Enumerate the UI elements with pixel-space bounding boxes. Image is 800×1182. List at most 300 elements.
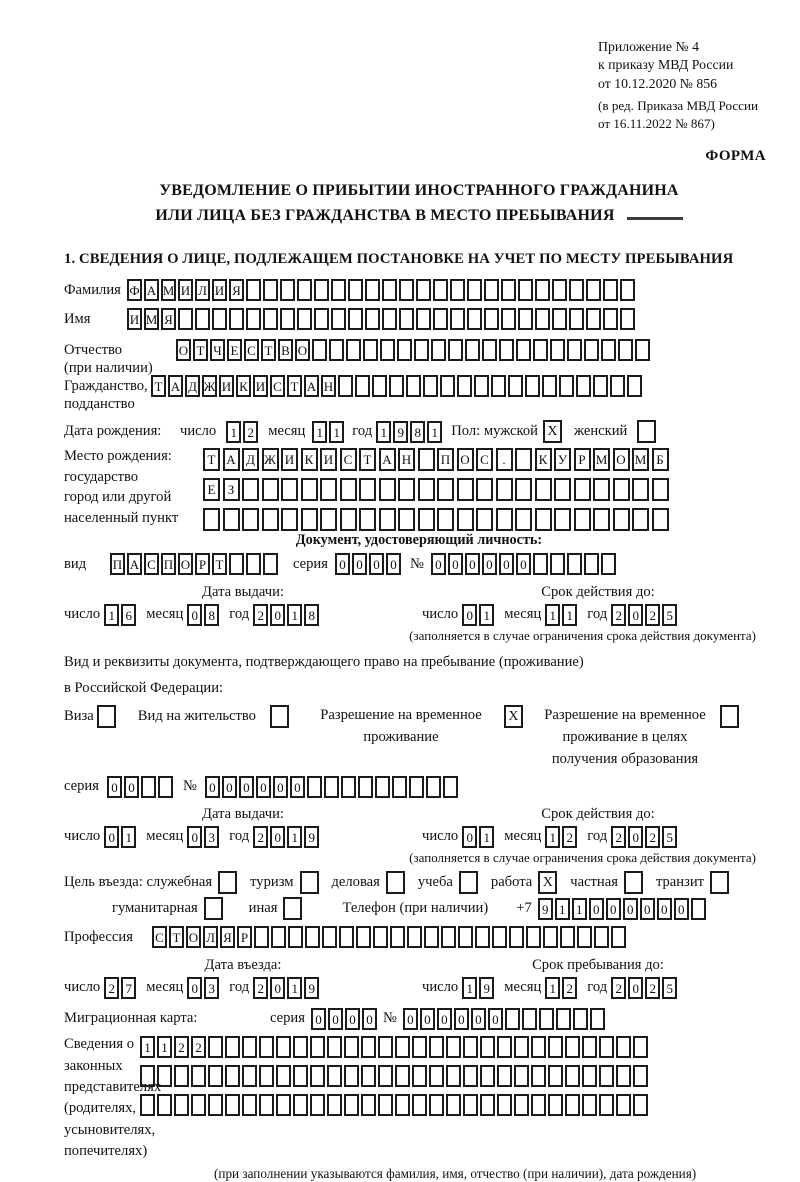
char-cell[interactable] [195, 308, 210, 330]
char-cell[interactable] [433, 279, 448, 301]
purpose-study-checkbox[interactable] [459, 871, 478, 894]
char-cell[interactable]: 1 [329, 421, 344, 443]
char-cell[interactable]: Ж [262, 448, 279, 471]
char-cell[interactable]: 2 [191, 1036, 206, 1058]
char-cell[interactable] [327, 1036, 342, 1058]
char-cell[interactable] [372, 375, 387, 397]
char-cell[interactable] [407, 926, 422, 948]
char-cell[interactable] [535, 308, 550, 330]
char-cell[interactable] [361, 1065, 376, 1087]
char-cell[interactable] [191, 1094, 206, 1116]
char-cell[interactable]: Ж [202, 375, 217, 397]
char-cell[interactable] [514, 1036, 529, 1058]
char-cell[interactable] [397, 339, 412, 361]
char-cell[interactable] [550, 339, 565, 361]
char-cell[interactable]: 5 [662, 826, 677, 848]
char-cell[interactable] [365, 308, 380, 330]
char-cell[interactable] [382, 279, 397, 301]
char-cell[interactable] [497, 1036, 512, 1058]
char-cell[interactable] [691, 898, 706, 920]
char-cell[interactable] [594, 926, 609, 948]
char-cell[interactable]: Р [237, 926, 252, 948]
char-cell[interactable] [552, 308, 567, 330]
char-cell[interactable] [599, 1036, 614, 1058]
char-cell[interactable]: 2 [611, 826, 626, 848]
char-cell[interactable] [491, 375, 506, 397]
char-cell[interactable] [409, 776, 424, 798]
char-cell[interactable]: 1 [555, 898, 570, 920]
char-cell[interactable]: И [320, 448, 337, 471]
char-cell[interactable] [246, 308, 261, 330]
char-cell[interactable] [497, 1065, 512, 1087]
char-cell[interactable]: Д [185, 375, 200, 397]
char-cell[interactable]: . [496, 448, 513, 471]
char-cell[interactable]: М [593, 448, 610, 471]
char-cell[interactable]: 9 [538, 898, 553, 920]
char-cell[interactable] [395, 1094, 410, 1116]
char-cell[interactable] [281, 508, 298, 531]
char-cell[interactable] [344, 1094, 359, 1116]
char-cell[interactable] [331, 308, 346, 330]
char-cell[interactable] [613, 508, 630, 531]
char-cell[interactable]: 5 [662, 604, 677, 626]
char-cell[interactable]: 0 [674, 898, 689, 920]
char-cell[interactable] [429, 1094, 444, 1116]
char-cell[interactable]: Т [287, 375, 302, 397]
char-cell[interactable]: 1 [479, 604, 494, 626]
char-cell[interactable] [533, 553, 548, 575]
char-cell[interactable] [463, 1094, 478, 1116]
char-cell[interactable]: 0 [270, 826, 285, 848]
char-cell[interactable] [552, 279, 567, 301]
char-cell[interactable] [514, 1065, 529, 1087]
char-cell[interactable] [378, 1094, 393, 1116]
char-cell[interactable]: 0 [465, 553, 480, 575]
char-cell[interactable]: 2 [645, 826, 660, 848]
visa-checkbox[interactable] [97, 705, 116, 728]
char-cell[interactable] [429, 1065, 444, 1087]
char-cell[interactable] [259, 1036, 274, 1058]
char-cell[interactable]: 2 [562, 826, 577, 848]
char-cell[interactable] [437, 508, 454, 531]
purpose-humanitarian-checkbox[interactable] [204, 897, 223, 920]
char-cell[interactable]: 9 [304, 977, 319, 999]
char-cell[interactable] [450, 308, 465, 330]
char-cell[interactable]: 1 [572, 898, 587, 920]
char-cell[interactable]: Т [203, 448, 220, 471]
char-cell[interactable] [480, 1065, 495, 1087]
char-cell[interactable] [603, 279, 618, 301]
char-cell[interactable]: К [236, 375, 251, 397]
char-cell[interactable] [548, 1065, 563, 1087]
char-cell[interactable] [590, 1008, 605, 1030]
char-cell[interactable]: 0 [290, 776, 305, 798]
char-cell[interactable] [599, 1065, 614, 1087]
char-cell[interactable]: 1 [545, 977, 560, 999]
char-cell[interactable] [586, 308, 601, 330]
char-cell[interactable] [225, 1065, 240, 1087]
char-cell[interactable] [548, 1094, 563, 1116]
char-cell[interactable] [157, 1094, 172, 1116]
char-cell[interactable]: 1 [427, 421, 442, 443]
char-cell[interactable] [482, 339, 497, 361]
char-cell[interactable] [340, 478, 357, 501]
char-cell[interactable] [423, 375, 438, 397]
char-cell[interactable] [395, 1036, 410, 1058]
char-cell[interactable]: С [270, 375, 285, 397]
char-cell[interactable] [322, 926, 337, 948]
char-cell[interactable] [533, 339, 548, 361]
char-cell[interactable] [399, 308, 414, 330]
char-cell[interactable]: 0 [628, 977, 643, 999]
char-cell[interactable] [531, 1065, 546, 1087]
char-cell[interactable] [263, 308, 278, 330]
char-cell[interactable] [593, 508, 610, 531]
char-cell[interactable]: Д [242, 448, 259, 471]
char-cell[interactable] [440, 375, 455, 397]
char-cell[interactable]: 1 [545, 826, 560, 848]
char-cell[interactable]: 0 [239, 776, 254, 798]
char-cell[interactable] [476, 508, 493, 531]
sex-male-checkbox[interactable]: X [543, 420, 562, 443]
purpose-business-checkbox[interactable] [218, 871, 237, 894]
temp-residence-checkbox[interactable]: X [504, 705, 523, 728]
char-cell[interactable] [556, 1008, 571, 1030]
char-cell[interactable] [225, 1094, 240, 1116]
char-cell[interactable]: Ф [127, 279, 142, 301]
char-cell[interactable] [320, 508, 337, 531]
char-cell[interactable] [514, 1094, 529, 1116]
char-cell[interactable] [446, 1065, 461, 1087]
char-cell[interactable] [307, 776, 322, 798]
char-cell[interactable]: 2 [174, 1036, 189, 1058]
char-cell[interactable] [474, 375, 489, 397]
char-cell[interactable] [443, 776, 458, 798]
char-cell[interactable]: А [168, 375, 183, 397]
char-cell[interactable] [301, 508, 318, 531]
char-cell[interactable] [312, 339, 327, 361]
char-cell[interactable]: К [535, 448, 552, 471]
char-cell[interactable] [492, 926, 507, 948]
char-cell[interactable] [281, 478, 298, 501]
char-cell[interactable]: Т [359, 448, 376, 471]
char-cell[interactable] [505, 1008, 520, 1030]
char-cell[interactable]: 0 [311, 1008, 326, 1030]
char-cell[interactable]: М [161, 279, 176, 301]
char-cell[interactable] [361, 1036, 376, 1058]
char-cell[interactable] [501, 308, 516, 330]
char-cell[interactable] [582, 1065, 597, 1087]
char-cell[interactable] [229, 553, 244, 575]
char-cell[interactable] [141, 776, 156, 798]
char-cell[interactable] [416, 279, 431, 301]
char-cell[interactable] [599, 1094, 614, 1116]
char-cell[interactable] [344, 1036, 359, 1058]
char-cell[interactable]: 2 [562, 977, 577, 999]
char-cell[interactable] [508, 375, 523, 397]
char-cell[interactable] [242, 1094, 257, 1116]
char-cell[interactable]: 1 [462, 977, 477, 999]
char-cell[interactable]: П [110, 553, 125, 575]
char-cell[interactable] [327, 1065, 342, 1087]
char-cell[interactable]: 1 [226, 421, 241, 443]
char-cell[interactable] [632, 478, 649, 501]
char-cell[interactable] [574, 478, 591, 501]
char-cell[interactable] [242, 478, 259, 501]
char-cell[interactable]: 0 [273, 776, 288, 798]
char-cell[interactable] [480, 1036, 495, 1058]
char-cell[interactable] [593, 478, 610, 501]
char-cell[interactable]: Т [212, 553, 227, 575]
char-cell[interactable]: С [340, 448, 357, 471]
char-cell[interactable] [259, 1065, 274, 1087]
char-cell[interactable] [457, 508, 474, 531]
char-cell[interactable] [611, 926, 626, 948]
char-cell[interactable]: О [295, 339, 310, 361]
char-cell[interactable]: 9 [304, 826, 319, 848]
char-cell[interactable] [293, 1036, 308, 1058]
char-cell[interactable]: 0 [335, 553, 350, 575]
char-cell[interactable] [378, 1036, 393, 1058]
char-cell[interactable] [340, 508, 357, 531]
char-cell[interactable] [616, 1094, 631, 1116]
char-cell[interactable] [567, 553, 582, 575]
char-cell[interactable] [418, 478, 435, 501]
char-cell[interactable] [276, 1036, 291, 1058]
char-cell[interactable] [601, 553, 616, 575]
char-cell[interactable]: А [127, 553, 142, 575]
char-cell[interactable] [418, 508, 435, 531]
char-cell[interactable] [582, 1036, 597, 1058]
char-cell[interactable] [484, 279, 499, 301]
char-cell[interactable]: 9 [479, 977, 494, 999]
char-cell[interactable]: 0 [270, 977, 285, 999]
char-cell[interactable]: 0 [352, 553, 367, 575]
char-cell[interactable] [416, 308, 431, 330]
char-cell[interactable] [262, 478, 279, 501]
char-cell[interactable] [565, 1065, 580, 1087]
char-cell[interactable] [254, 926, 269, 948]
char-cell[interactable] [616, 1036, 631, 1058]
char-cell[interactable]: И [127, 308, 142, 330]
char-cell[interactable] [576, 375, 591, 397]
char-cell[interactable] [584, 553, 599, 575]
char-cell[interactable] [395, 1065, 410, 1087]
char-cell[interactable] [412, 1065, 427, 1087]
char-cell[interactable]: 0 [107, 776, 122, 798]
char-cell[interactable]: С [476, 448, 493, 471]
char-cell[interactable] [331, 279, 346, 301]
char-cell[interactable] [293, 1094, 308, 1116]
temp-residence-edu-checkbox[interactable] [720, 705, 739, 728]
char-cell[interactable] [526, 926, 541, 948]
char-cell[interactable] [603, 308, 618, 330]
char-cell[interactable]: 1 [104, 604, 119, 626]
char-cell[interactable]: 0 [482, 553, 497, 575]
char-cell[interactable]: 0 [623, 898, 638, 920]
char-cell[interactable] [429, 1036, 444, 1058]
char-cell[interactable]: 0 [657, 898, 672, 920]
char-cell[interactable]: Л [203, 926, 218, 948]
char-cell[interactable]: 0 [431, 553, 446, 575]
char-cell[interactable] [223, 508, 240, 531]
char-cell[interactable]: Я [161, 308, 176, 330]
char-cell[interactable]: 1 [157, 1036, 172, 1058]
char-cell[interactable]: 0 [104, 826, 119, 848]
char-cell[interactable] [208, 1036, 223, 1058]
char-cell[interactable] [271, 926, 286, 948]
char-cell[interactable]: 0 [270, 604, 285, 626]
char-cell[interactable] [463, 1065, 478, 1087]
char-cell[interactable]: 2 [243, 421, 258, 443]
char-cell[interactable] [208, 1065, 223, 1087]
char-cell[interactable]: 2 [645, 604, 660, 626]
char-cell[interactable] [531, 1036, 546, 1058]
char-cell[interactable] [140, 1094, 155, 1116]
char-cell[interactable] [305, 926, 320, 948]
char-cell[interactable]: 0 [448, 553, 463, 575]
char-cell[interactable] [525, 375, 540, 397]
char-cell[interactable] [633, 1094, 648, 1116]
char-cell[interactable] [467, 308, 482, 330]
char-cell[interactable]: У [554, 448, 571, 471]
char-cell[interactable] [412, 1094, 427, 1116]
char-cell[interactable]: 0 [256, 776, 271, 798]
char-cell[interactable]: 3 [204, 977, 219, 999]
char-cell[interactable] [501, 279, 516, 301]
char-cell[interactable] [565, 1094, 580, 1116]
char-cell[interactable]: 1 [376, 421, 391, 443]
char-cell[interactable]: 0 [222, 776, 237, 798]
char-cell[interactable] [635, 339, 650, 361]
char-cell[interactable] [359, 508, 376, 531]
char-cell[interactable] [586, 279, 601, 301]
char-cell[interactable] [379, 478, 396, 501]
char-cell[interactable]: Б [652, 448, 669, 471]
char-cell[interactable]: Я [229, 279, 244, 301]
char-cell[interactable] [414, 339, 429, 361]
char-cell[interactable]: Л [195, 279, 210, 301]
purpose-work-checkbox[interactable]: X [538, 871, 557, 894]
char-cell[interactable]: 2 [253, 826, 268, 848]
char-cell[interactable]: 2 [253, 604, 268, 626]
char-cell[interactable] [263, 553, 278, 575]
char-cell[interactable]: О [457, 448, 474, 471]
char-cell[interactable] [140, 1065, 155, 1087]
char-cell[interactable] [554, 478, 571, 501]
char-cell[interactable] [522, 1008, 537, 1030]
char-cell[interactable] [484, 308, 499, 330]
char-cell[interactable] [242, 1065, 257, 1087]
char-cell[interactable]: 2 [104, 977, 119, 999]
char-cell[interactable]: А [223, 448, 240, 471]
char-cell[interactable]: Т [261, 339, 276, 361]
char-cell[interactable] [515, 508, 532, 531]
char-cell[interactable] [412, 1036, 427, 1058]
char-cell[interactable]: 2 [645, 977, 660, 999]
char-cell[interactable] [341, 776, 356, 798]
char-cell[interactable]: П [161, 553, 176, 575]
char-cell[interactable]: 6 [121, 604, 136, 626]
char-cell[interactable] [441, 926, 456, 948]
char-cell[interactable] [618, 339, 633, 361]
char-cell[interactable]: 1 [287, 604, 302, 626]
char-cell[interactable]: В [278, 339, 293, 361]
char-cell[interactable] [157, 1065, 172, 1087]
char-cell[interactable] [569, 279, 584, 301]
char-cell[interactable]: 2 [611, 977, 626, 999]
char-cell[interactable]: 2 [253, 977, 268, 999]
char-cell[interactable]: 0 [454, 1008, 469, 1030]
char-cell[interactable]: А [379, 448, 396, 471]
char-cell[interactable] [496, 478, 513, 501]
char-cell[interactable]: Т [193, 339, 208, 361]
char-cell[interactable]: 0 [187, 977, 202, 999]
char-cell[interactable]: 0 [386, 553, 401, 575]
char-cell[interactable]: 0 [589, 898, 604, 920]
char-cell[interactable]: 0 [362, 1008, 377, 1030]
char-cell[interactable]: 1 [312, 421, 327, 443]
char-cell[interactable]: 2 [611, 604, 626, 626]
char-cell[interactable] [509, 926, 524, 948]
char-cell[interactable]: Н [321, 375, 336, 397]
char-cell[interactable]: О [178, 553, 193, 575]
char-cell[interactable] [310, 1036, 325, 1058]
purpose-private-checkbox[interactable] [624, 871, 643, 894]
char-cell[interactable] [535, 279, 550, 301]
char-cell[interactable] [463, 1036, 478, 1058]
char-cell[interactable]: Е [203, 478, 220, 501]
char-cell[interactable]: 0 [420, 1008, 435, 1030]
char-cell[interactable] [539, 1008, 554, 1030]
char-cell[interactable]: 0 [488, 1008, 503, 1030]
char-cell[interactable] [242, 1036, 257, 1058]
char-cell[interactable] [632, 508, 649, 531]
char-cell[interactable] [348, 279, 363, 301]
char-cell[interactable] [329, 339, 344, 361]
char-cell[interactable] [212, 308, 227, 330]
char-cell[interactable] [593, 375, 608, 397]
sex-female-checkbox[interactable] [637, 420, 656, 443]
char-cell[interactable] [301, 478, 318, 501]
char-cell[interactable] [314, 279, 329, 301]
char-cell[interactable]: И [281, 448, 298, 471]
char-cell[interactable] [574, 508, 591, 531]
char-cell[interactable] [446, 1036, 461, 1058]
char-cell[interactable] [406, 375, 421, 397]
char-cell[interactable] [246, 553, 261, 575]
char-cell[interactable] [633, 1036, 648, 1058]
char-cell[interactable]: И [178, 279, 193, 301]
char-cell[interactable]: 7 [121, 977, 136, 999]
char-cell[interactable] [620, 279, 635, 301]
char-cell[interactable] [246, 279, 261, 301]
char-cell[interactable] [446, 1094, 461, 1116]
char-cell[interactable]: К [301, 448, 318, 471]
char-cell[interactable] [375, 776, 390, 798]
char-cell[interactable]: 0 [606, 898, 621, 920]
char-cell[interactable]: А [304, 375, 319, 397]
char-cell[interactable]: 0 [124, 776, 139, 798]
char-cell[interactable]: 0 [471, 1008, 486, 1030]
purpose-tourism-checkbox[interactable] [300, 871, 319, 894]
char-cell[interactable] [339, 926, 354, 948]
char-cell[interactable] [465, 339, 480, 361]
char-cell[interactable]: 0 [205, 776, 220, 798]
char-cell[interactable] [601, 339, 616, 361]
char-cell[interactable] [565, 1036, 580, 1058]
char-cell[interactable] [293, 1065, 308, 1087]
